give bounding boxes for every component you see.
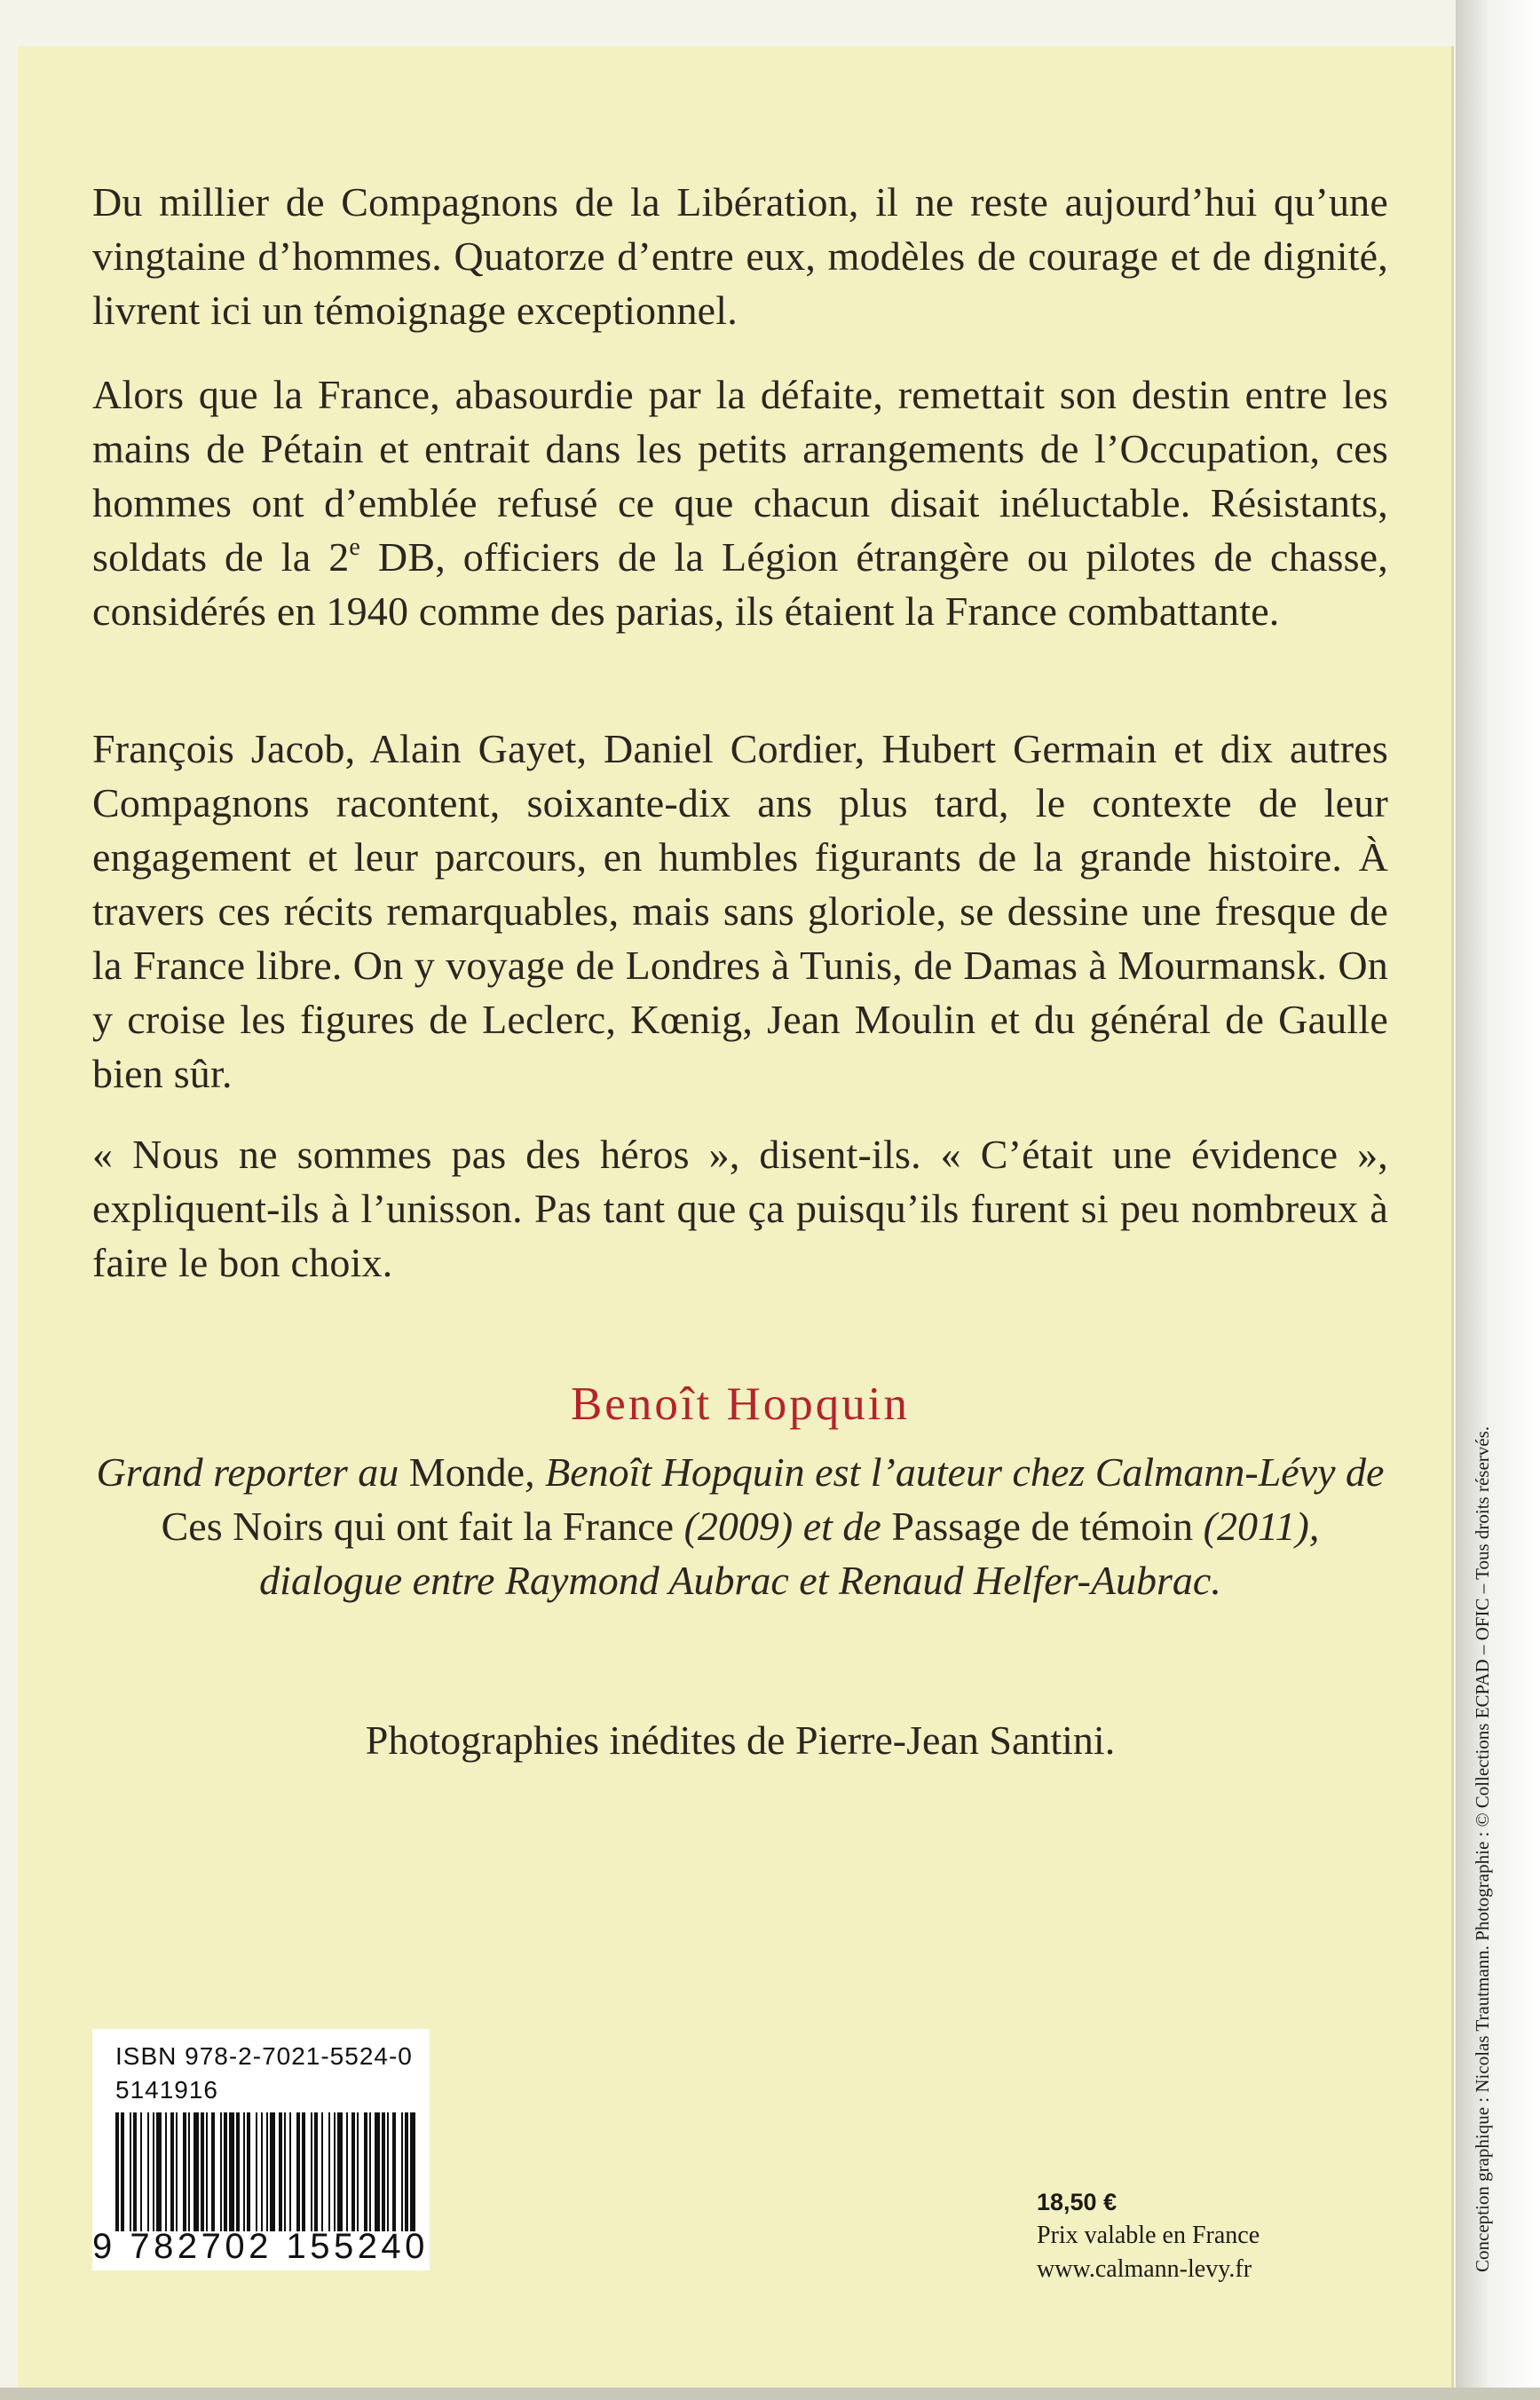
blurb-paragraph-2-end: DB, officiers de la Légion étrangère ou pilotes de chasse, considérés en 1940 comme des parias, ils étaient la France combattante. xyxy=(92,534,1388,634)
price: 18,50 € xyxy=(1037,2189,1117,2215)
blurb-paragraph-4: « Nous ne sommes pas des héros », disent-ils. « C’était une évidence », expliquent-ils à l’unisson. Pas tant que ça puisqu’ils furent si peu nombreux à faire le bon choix. xyxy=(92,1132,1388,1285)
barcode-bar xyxy=(270,2112,275,2231)
barcode-bar xyxy=(165,2112,167,2231)
barcode-label xyxy=(92,2029,430,2270)
barcode-bar xyxy=(188,2112,190,2231)
blurb-paragraph-2-start: Alors que la France, abasourdie par la défaite, remettait son destin entre les mains de Pétain et entrait dans les petits arrangements de l’Occupation, ces hommes ont d’emblée refusé ce que chacun disait inéluctable. Résistants, soldats de la 2 xyxy=(92,372,1388,580)
design-credits: Conception graphique : Nicolas Trautmann. Photographie : © Collections ECPAD – OFIC – Tous droits réservés. xyxy=(1472,1425,1493,2272)
barcode-bar xyxy=(220,2112,222,2231)
ordinal-superscript: e xyxy=(349,533,361,561)
author-bio xyxy=(92,1445,1388,1607)
barcode-bar xyxy=(296,2112,300,2231)
barcode-bar xyxy=(351,2112,355,2231)
blurb-paragraph-2 xyxy=(92,367,1388,638)
barcode-bar xyxy=(364,2112,367,2231)
barcode-bar xyxy=(156,2112,162,2231)
barcode-bar xyxy=(229,2112,234,2231)
barcode-bar xyxy=(193,2112,199,2231)
barcode-bar xyxy=(369,2112,371,2231)
barcode-bar xyxy=(382,2112,385,2231)
isbn-lines xyxy=(115,2040,413,2107)
barcode-bar xyxy=(261,2112,263,2231)
barcode-bar xyxy=(183,2112,186,2231)
barcode-bar xyxy=(334,2112,336,2231)
barcode-bar xyxy=(289,2112,291,2231)
barcode-bar xyxy=(211,2112,215,2231)
barcode-bar xyxy=(130,2112,131,2231)
barcode-bar xyxy=(153,2112,154,2231)
barcode-bar xyxy=(247,2112,250,2231)
barcode-bar xyxy=(266,2112,268,2231)
barcode-bar xyxy=(387,2112,389,2231)
barcode-bar xyxy=(311,2112,312,2231)
barcode-bar xyxy=(147,2112,149,2231)
price-block xyxy=(1037,2185,1392,2286)
price-note: Prix valable en France xyxy=(1037,2222,1260,2249)
bio-newspaper-title: Monde xyxy=(408,1449,525,1495)
barcode-bar xyxy=(410,2112,415,2231)
bio-book-title-2: Passage de témoin xyxy=(891,1504,1194,1549)
barcode-bars xyxy=(115,2112,417,2231)
barcode-bar xyxy=(321,2112,323,2231)
barcode-bar xyxy=(256,2112,257,2231)
barcode-bar xyxy=(206,2112,208,2231)
barcode-bar xyxy=(133,2112,137,2231)
barcode-bar xyxy=(170,2112,174,2231)
page-edge xyxy=(1456,0,1540,2400)
photo-credit: Photographies inédites de Pierre-Jean Santini. xyxy=(365,1717,1116,1763)
barcode-bar xyxy=(284,2112,286,2231)
barcode-bar xyxy=(243,2112,245,2231)
barcode-bar xyxy=(176,2112,178,2231)
barcode-bar xyxy=(328,2112,330,2231)
barcode-bar xyxy=(201,2112,204,2231)
barcode-bar xyxy=(224,2112,227,2231)
bio-book-title-1: Ces Noirs qui ont fait la France xyxy=(161,1504,675,1549)
barcode-bar xyxy=(401,2112,403,2231)
barcode-bar xyxy=(279,2112,282,2231)
barcode-bar xyxy=(115,2112,119,2231)
bio-part: , Benoît Hopquin est l’auteur chez Calmann-Lévy de xyxy=(525,1449,1385,1495)
barcode-digits: 9 782702 155240 xyxy=(92,2227,429,2266)
barcode-bar xyxy=(405,2112,408,2231)
bio-part: (2009) et de xyxy=(674,1504,892,1549)
internal-code: 5141916 xyxy=(115,2076,219,2104)
blurb-paragraph-3: François Jacob, Alain Gayet, Daniel Cordier, Hubert Germain et dix autres Compagnons racontent, soixante-dix ans plus tard, le contexte de leur engagement et leur parcours, en humbles figurants de la grande histoire. À travers ces récits remarquables, mais sans gloriole, se dessine une fresque de la France libre. On y voyage de Londres à Tunis, de Damas à Mourmansk. On y croise les figures de Leclerc, Kœnig, Jean Moulin et du général de Gaulle bien sûr. xyxy=(92,726,1388,1096)
barcode-bar xyxy=(357,2112,359,2231)
publisher-website: www.calmann-levy.fr xyxy=(1037,2255,1252,2283)
barcode-bar xyxy=(140,2112,142,2231)
barcode-bar xyxy=(302,2112,305,2231)
barcode-bar xyxy=(392,2112,396,2231)
isbn-number: ISBN 978-2-7021-5524-0 xyxy=(115,2042,413,2070)
barcode-bar xyxy=(337,2112,343,2231)
bio-part: Grand reporter au xyxy=(96,1449,409,1495)
barcode-bar xyxy=(121,2112,124,2231)
barcode-bar xyxy=(375,2112,380,2231)
author-name: Benoît Hopquin xyxy=(570,1378,911,1430)
bio-part: (2011), dialogue entre Raymond Aubrac et Renaud Helfer-Aubrac. xyxy=(259,1504,1320,1603)
barcode-bar xyxy=(236,2112,240,2231)
page-bottom-edge xyxy=(0,2388,1540,2400)
barcode-bar xyxy=(346,2112,348,2231)
barcode-bar xyxy=(314,2112,318,2231)
blurb-paragraph-1: Du millier de Compagnons de la Libération, il ne reste aujourd’hui qu’une vingtaine d’hommes. Quatorze d’entre eux, modèles de courage et de dignité, livrent ici un témoignage exceptionnel. xyxy=(92,179,1388,333)
